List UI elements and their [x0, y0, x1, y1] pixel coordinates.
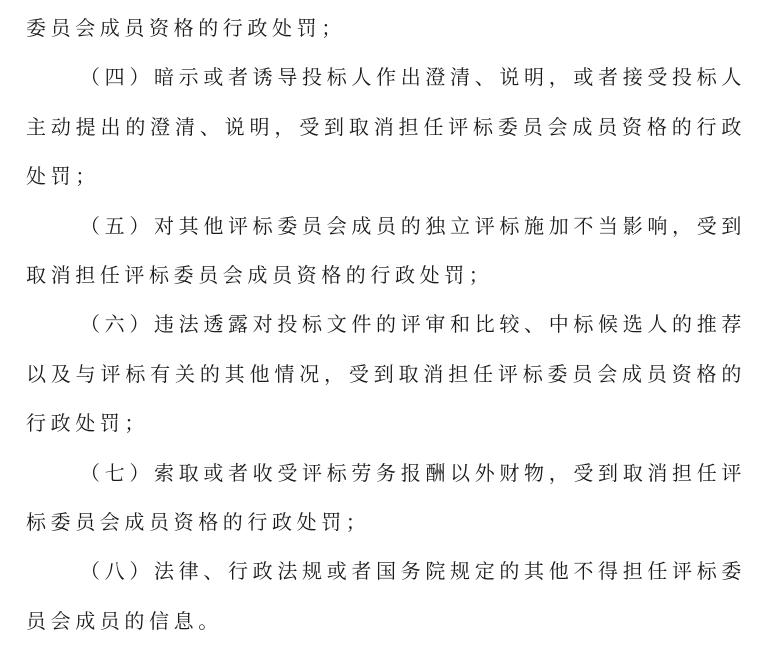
paragraph-continuation: 委员会成员资格的行政处罚；	[26, 16, 346, 40]
paragraph-item-7: （七）索取或者收受评标劳务报酬以外财物，受到取消担任评标委员会成员资格的行政处罚；	[26, 460, 746, 535]
document-page	[0, 4, 764, 645]
paragraph-item-8: （八）法律、行政法规或者国务院规定的其他不得担任评标委员会成员的信息。	[26, 559, 746, 633]
paragraph-item-5: （五）对其他评标委员会成员的独立评标施加不当影响，受到取消担任评标委员会成员资格的行政处罚；	[26, 213, 746, 288]
paragraph-item-4: （四）暗示或者诱导投标人作出澄清、说明，或者接受投标人主动提出的澄清、说明，受到取消担任评标委员会成员资格的行政处罚；	[26, 65, 746, 189]
paragraph-item-6: （六）违法透露对投标文件的评审和比较、中标候选人的推荐以及与评标有关的其他情况，受到取消担任评标委员会成员资格的行政处罚；	[26, 312, 746, 436]
